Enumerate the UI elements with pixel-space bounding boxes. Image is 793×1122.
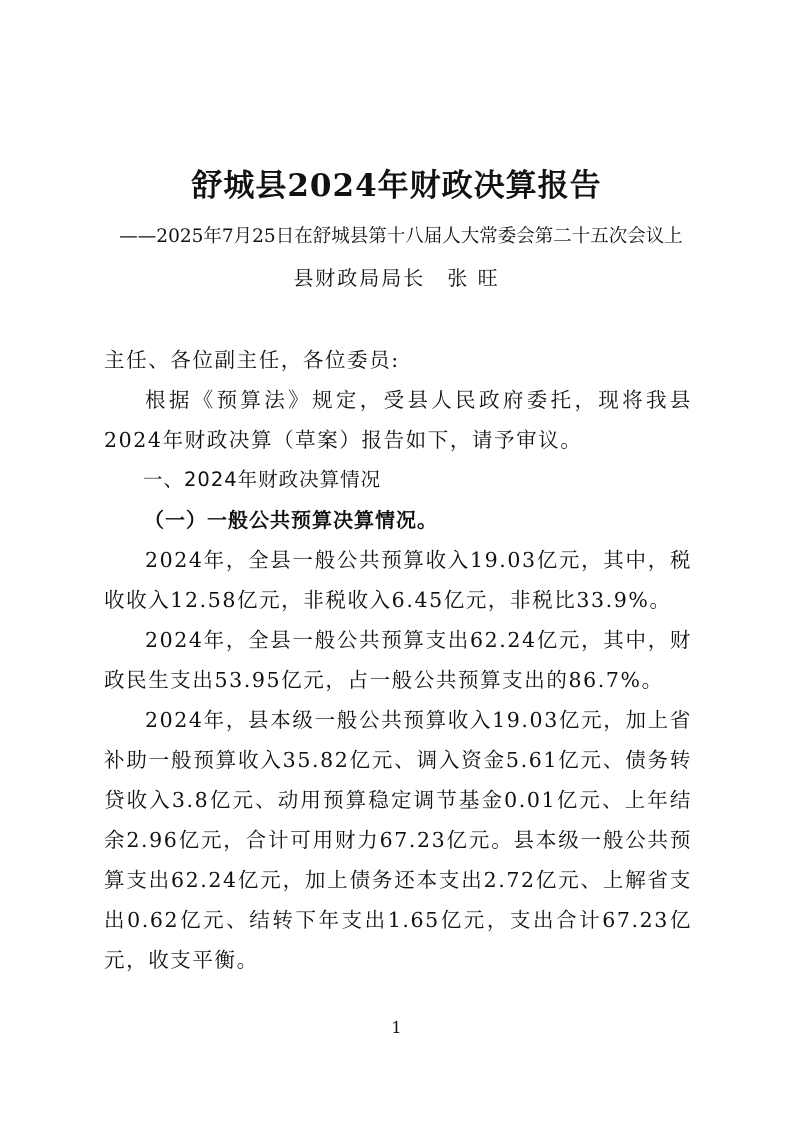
document-title: 舒城县2024年财政决算报告 xyxy=(191,168,602,204)
section-heading: 一、2024年财政决算情况 xyxy=(143,468,382,491)
paragraph-county-level: 2024年，县本级一般公共预算收入19.03亿元，加上省补助一般预算收入35.82亿元、调入资金5.61亿元、债务转贷收入3.8亿元、动用预算稳定调节基金0.01亿元、上年结余2.96亿元，合计可用财力67.23亿元。县本级一般公共预算支出62.24亿元，加上债务还本支出2.72亿元、上解省支出0.62亿元、结转下年支出1.65亿元，支出合计67.23亿元，收支平衡。 xyxy=(104,708,692,972)
salutation: 主任、各位副主任，各位委员: xyxy=(104,348,400,372)
document-subtitle: ——2025年7月25日在舒城县第十八届人大常委会第二十五次会议上 xyxy=(119,226,683,247)
paragraph-revenue: 2024年，全县一般公共预算收入19.03亿元，其中，税收收入12.58亿元，非税收入6.45亿元，非税比33.9%。 xyxy=(104,548,692,612)
intro-paragraph: 根据《预算法》规定，受县人民政府委托，现将我县2024年财政决算（草案）报告如下，请予审议。 xyxy=(104,388,692,452)
page-number: 1 xyxy=(391,1018,402,1037)
reporter-line: 县财政局局长 张 旺 xyxy=(293,266,500,290)
paragraph-expenditure: 2024年，全县一般公共预算支出62.24亿元，其中，财政民生支出53.95亿元，占一般公共预算支出的86.7%。 xyxy=(104,628,692,692)
subsection-heading: （一）一般公共预算决算情况。 xyxy=(144,508,438,532)
document-body xyxy=(104,340,692,980)
